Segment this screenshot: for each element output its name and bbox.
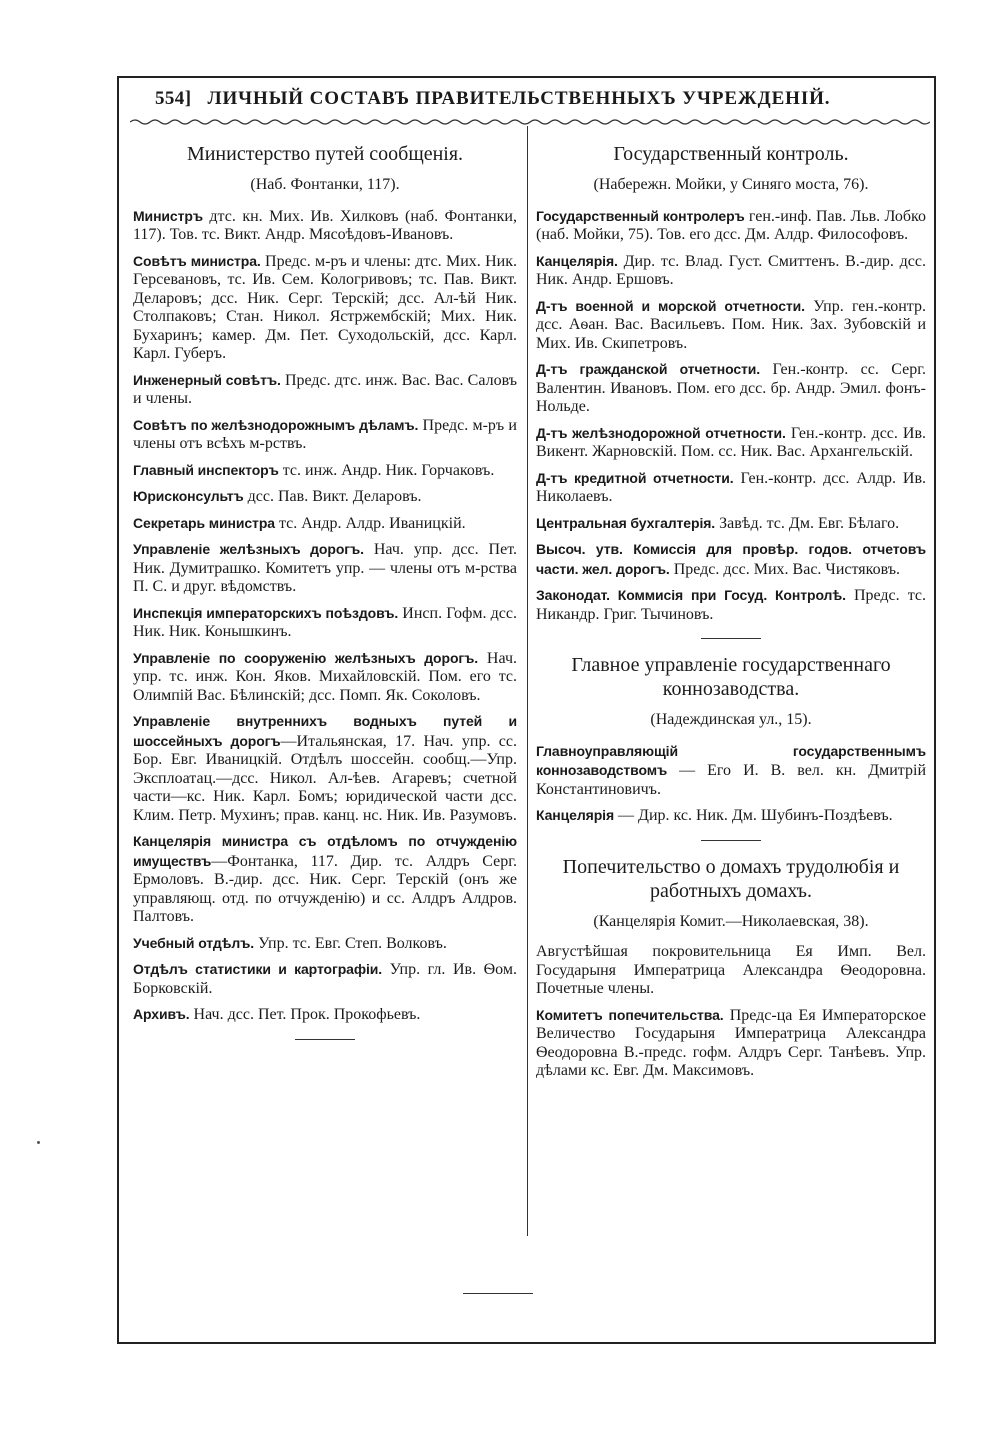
entry-label: Д-тъ гражданской отчетности. (536, 361, 761, 377)
section-address-control: (Набережн. Мойки, у Синяго моста, 76). (593, 176, 869, 193)
entry-text: Предс. дсс. Мих. Вас. Чистяковъ. (669, 560, 901, 578)
entry-label: Государственный контролеръ (536, 207, 745, 224)
directory-entry (133, 712, 517, 825)
directory-entry (133, 252, 517, 364)
entry-text: Дир. тс. Влад. Густ. Смиттенъ. В.-дир. дсс. Ник. Андр. Ершовъ. (536, 252, 926, 288)
entry-text: Ген.-контр. сс. Серг. Валентин. Ивановъ. Пом. его дсс. бр. Андр. Эмил. фонъ-Нольде. (536, 361, 927, 415)
directory-entry (536, 424, 926, 462)
entry-text: тс. инж. Андр. Ник. Горчаковъ. (278, 461, 495, 479)
directory-entry (536, 586, 926, 624)
page-number: 554] (155, 88, 192, 109)
directory-entry (133, 934, 517, 954)
entry-label: Главный инспекторъ (133, 461, 279, 478)
entry-label: Совѣтъ министра. (133, 252, 261, 269)
section-address-horse-breeding: (Надеждинская ул., 15). (650, 711, 812, 728)
entry-label: Канцелярія (536, 807, 615, 823)
page-end-rule (463, 1293, 533, 1294)
entry-label: Управленіе желѣзныхъ дорогъ. (133, 541, 364, 557)
entry-text: тс. Андр. Алдр. Иваницкій. (274, 514, 466, 532)
section-title-horse-breeding: Главное управленіе государственнаго коннозаводства. (571, 654, 891, 700)
entry-label: Комитетъ попечительства. (536, 1006, 724, 1023)
entry-label: Отдѣлъ статистики и картографіи. (133, 961, 383, 977)
entry-label: Архивъ. (133, 1006, 190, 1022)
directory-entry (536, 943, 926, 999)
directory-entry (536, 360, 926, 417)
entry-text: Ген.-контр. дсс. Алдр. Ив. Николаевъ. (536, 469, 926, 505)
entry-text: Нач. упр. дсс. Пет. Ник. Думитрашко. Комитетъ упр. — члены отъ м-рства П. С. и друг. вѣдомствъ. (133, 541, 517, 595)
ministry-entries (133, 207, 517, 1025)
entry-text: Предс-ца Ея Императорское Величество Государыня Императрица Александра Ѳеодоровна В.-предс. гофм. Алдръ Серг. Танѣевъ. Упр. дѣлами кс. Евг. Дм. Максимовъ. (536, 1006, 927, 1079)
directory-entry (536, 540, 926, 579)
entry-text: Предс. м-ръ и члены: дтс. Мих. Ник. Герсевановъ, тс. Ив. Сем. Кологривовъ; тс. Пав. Викт. Деларовъ; дсс. Ник. Серг. Терскій; дсс. Ал-ѣй Ник. Столпаковъ; Стан. Никол. Ястржембскій; Мих. Ник. Бухаринъ; камер. Дм. Пет. Суходольскій, дсс. Карл. Карл. Губеръ. (133, 252, 517, 362)
entry-label: Совѣтъ по желѣзнодорожнымъ дѣламъ. (133, 416, 419, 433)
entry-label: Учебный отдѣлъ. (133, 934, 255, 951)
directory-entry (536, 806, 926, 826)
section-separator (701, 840, 761, 841)
entry-label: Д-тъ кредитной отчетности. (536, 469, 734, 486)
entry-text: — Его И. В. вел. кн. Дмитрій Константиновичъ. (536, 762, 926, 798)
section-address-ministry: (Наб. Фонтанки, 117). (250, 176, 400, 193)
entry-text: —Итальянская, 17. Нач. упр. сс. Бор. Евг. Иваницкій. Отдѣлъ шоссейн. сообщ.—Упр. Эксплоатац.—дсс. Никол. Ал-ѣев. Агаревъ; счетной части—кс. Ник. Карл. Бомъ; юридической части дсс. Клим. Петр. Мухинъ; прав. канц. нс. Ник. Ив. Разумовъ. (133, 732, 517, 824)
directory-entry (536, 469, 926, 507)
entry-label: Д-тъ военной и морской отчетности. (536, 297, 805, 314)
directory-entry (133, 416, 517, 454)
entry-text: Нач. дсс. Пет. Прок. Прокофьевъ. (189, 1006, 421, 1023)
workhouses-entries (536, 943, 926, 1081)
directory-entry (536, 252, 926, 290)
directory-entry (133, 604, 517, 642)
section-separator (295, 1039, 355, 1040)
entry-text: — Дир. кс. Ник. Дм. Шубинъ-Поздѣевъ. (614, 807, 893, 824)
column-divider (527, 126, 528, 1236)
entry-text: —Фонтанка, 117. Дир. тс. Алдръ Серг. Ермоловъ. В.-дир. дсс. Ник. Серг. Терскій (онъ же управляющ. отд. по отчужденію) и сс. Алдръ Алдров. Палтовъ. (133, 852, 517, 925)
section-title-workhouses: Попечительство о домахъ трудолюбія и работныхъ домахъ. (562, 855, 900, 902)
entry-label: Юрисконсультъ (133, 488, 244, 504)
page-running-title: ЛИЧНЫЙ СОСТАВЪ ПРАВИТЕЛЬСТВЕННЫХЪ УЧРЕЖДЕНІЙ. (207, 88, 831, 109)
entry-text: Ген.-контр. дсс. Ив. Викент. Жарновскій. Пом. сс. Ник. Вас. Архангельскій. (536, 424, 927, 460)
entry-label: Канцелярія. (536, 252, 618, 269)
entry-text: Нач. упр. тс. инж. Кон. Яков. Михайловскій. Пом. его тс. Олимпій Вас. Бѣлинскій; дсс. Помп. Як. Соколовъ. (133, 649, 517, 704)
directory-entry (536, 514, 926, 534)
wavy-rule (130, 118, 930, 126)
entry-label: Главноуправляющій государственнымъ коннозаводствомъ (536, 742, 926, 778)
directory-entry (133, 540, 517, 597)
directory-entry (133, 487, 517, 507)
entry-label: Законодат. Коммисія при Госуд. Контролѣ. (536, 587, 846, 603)
directory-entry (133, 960, 517, 998)
directory-entry (133, 514, 517, 534)
entry-text: дсс. Пав. Викт. Деларовъ. (243, 488, 422, 505)
directory-entry (133, 371, 517, 409)
section-title-control: Государственный контроль. (613, 143, 849, 165)
entry-text: Августѣйшая покровительница Ея Имп. Вел. Государыня Императрица Александра Ѳеодоровна. Почетные члены. (536, 943, 926, 997)
entry-label: Инженерный совѣтъ. (133, 371, 281, 388)
control-entries (536, 207, 926, 625)
entry-label: Управленіе внутреннихъ водныхъ путей и шоссейныхъ дорогъ (133, 713, 517, 749)
section-separator (701, 638, 761, 639)
entry-label: Канцелярія министра съ отдѣломъ по отчужденію имуществъ (133, 833, 517, 869)
entry-text: Упр. тс. Евг. Степ. Волковъ. (254, 934, 447, 952)
directory-entry (133, 832, 517, 927)
entry-text: Предс. дтс. инж. Вас. Вас. Саловъ и члены. (133, 371, 518, 407)
directory-entry (536, 297, 926, 354)
directory-entry (133, 1005, 517, 1025)
entry-label: Инспекція императорскихъ поѣздовъ. (133, 604, 399, 621)
entry-text: Упр. ген.-контр. дсс. Аѳан. Вас. Васильевъ. Пом. Ник. Зах. Зубовскій и Мих. Ив. Скипетровъ. (536, 297, 926, 352)
directory-entry (536, 1006, 926, 1081)
section-address-workhouses: (Канцелярія Комит.—Николаевская, 38). (593, 912, 869, 930)
directory-entry (133, 461, 517, 481)
entry-text: Предс. тс. Никандр. Григ. Тычиновъ. (536, 587, 926, 623)
section-title-ministry: Министерство путей сообщенія. (186, 143, 464, 165)
entry-label: Секретарь министра (133, 514, 275, 531)
entry-text: дтс. кн. Мих. Ив. Хилковъ (наб. Фонтанки, 117). Тов. тс. Викт. Андр. Мясоѣдовъ-Ивановъ. (133, 207, 517, 243)
entry-text: Упр. гл. Ив. Ѳом. Борковскій. (133, 961, 518, 997)
entry-label: Д-тъ желѣзнодорожной отчетности. (536, 424, 786, 441)
entry-text: Завѣд. тс. Дм. Евг. Бѣлаго. (715, 514, 900, 532)
horse-breeding-entries (536, 742, 926, 826)
directory-entry (133, 207, 517, 245)
left-column (133, 138, 517, 1054)
directory-entry (536, 207, 926, 245)
entry-label: Высоч. утв. Комиссія для провѣр. годов. отчетовъ части. жел. дорогъ. (536, 541, 926, 577)
page-header (155, 88, 915, 118)
entry-label: Министръ (133, 207, 203, 224)
scan-speck (37, 1141, 40, 1144)
entry-text: Инсп. Гофм. дсс. Ник. Ник. Конышкинъ. (133, 604, 517, 640)
entry-text: ген.-инф. Пав. Льв. Лобко (наб. Мойки, 75). Тов. его дсс. Дм. Алдр. Философовъ. (536, 207, 926, 243)
directory-entry (133, 649, 517, 706)
entry-label: Центральная бухгалтерія. (536, 514, 716, 531)
entry-label: Управленіе по сооруженію желѣзныхъ дорогъ. (133, 649, 479, 666)
entry-text: Предс. м-ръ и члены отъ всѣхъ м-рствъ. (133, 416, 517, 452)
right-column (536, 138, 926, 1088)
directory-entry (536, 742, 926, 800)
